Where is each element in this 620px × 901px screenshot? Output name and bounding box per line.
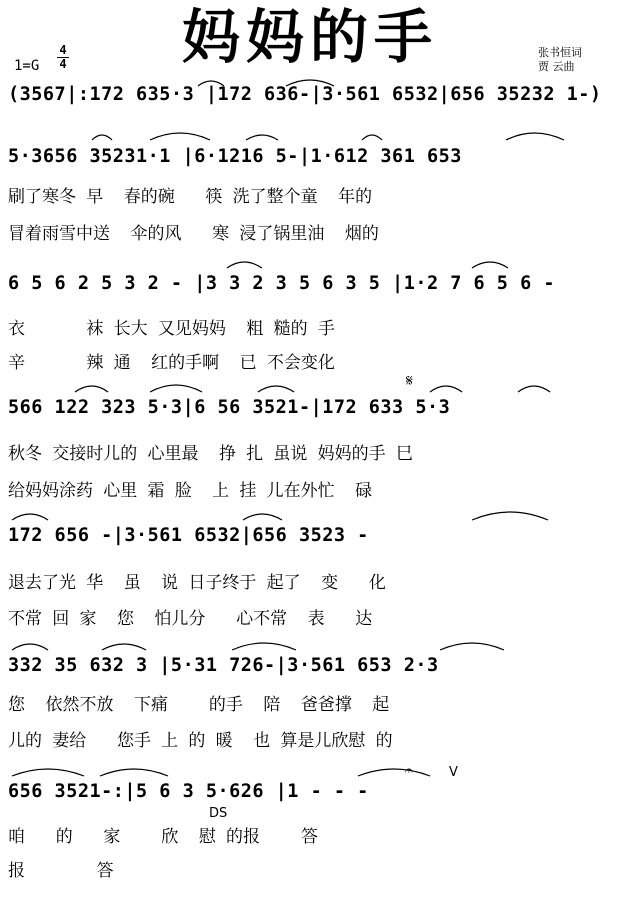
score-line-7-lyrics-verse-2: 报 答: [8, 861, 114, 881]
score-line-7-notes: 656 3521-:|5 6 3 5·626 |1 - - -: [8, 781, 369, 802]
score-line-7-lyrics-verse-1: 咱 的 家 欣 慰 的报 答: [8, 827, 318, 847]
score-line-2-lyrics-verse-1: 刷了寒冬 早 春的碗 筷 洗了整个童 年的: [8, 187, 373, 207]
score-line-1-notes: (3567|:172 635·3 |172 636-|3·561 6532|656 35232 1-): [8, 84, 602, 105]
time-signature-top: 4: [59, 43, 67, 57]
ds-mark: DS: [209, 806, 228, 821]
time-signature-bottom: 4: [59, 57, 67, 71]
score-line-5-lyrics-verse-1: 退去了光 华 虽 说 日子终于 起了 变 化: [8, 573, 386, 593]
score-line-6-notes: 332 35 632 3 |5·31 726-|3·561 653 2·3: [8, 655, 439, 676]
score-line-6-lyrics-verse-1: 您 依然不放 下痛 的手 陪 爸爸撑 起: [8, 695, 390, 715]
score-line-2-notes: 5·3656 35231·1 |6·1216 5-|1·612 361 653: [8, 146, 462, 167]
credits: [538, 46, 582, 74]
score-line-5-lyrics-verse-2: 不常 回 家 您 怕儿分 心不常 表 达: [8, 609, 373, 629]
segno-sign: 𝄋: [406, 371, 413, 390]
score-line-4-lyrics-verse-2: 给妈妈涂药 心里 霜 脸 上 挂 儿在外忙 碌: [8, 481, 373, 501]
key-signature: 1=G: [14, 58, 40, 74]
breath-mark: V: [449, 765, 458, 780]
fermata-sign: 𝄐: [405, 763, 413, 779]
score-line-3-lyrics-verse-1: 衣 袜 长大 又见妈妈 粗 糙的 手: [8, 319, 335, 339]
score-line-2-lyrics-verse-2: 冒着雨雪中送 伞的风 寒 浸了锅里油 烟的: [8, 224, 379, 244]
score-line-3-notes: 6 5 6 2 5 3 2 - |3 3 2 3 5 6 3 5 |1·2 7 6 5 6 -: [8, 273, 555, 294]
song-title: 妈妈的手: [181, 3, 438, 71]
score-line-3-lyrics-verse-2: 辛 辣 通 红的手啊 已 不会变化: [8, 353, 335, 373]
time-signature: [56, 44, 70, 71]
score-line-5-notes: 172 656 -|3·561 6532|656 3523 -: [8, 525, 369, 546]
score-line-4-notes: 566 122 323 5·3|6 56 3521-|172 633 5·3: [8, 397, 451, 418]
score-line-4-lyrics-verse-1: 秋冬 交接时儿的 心里最 挣 扎 虽说 妈妈的手 巳: [8, 444, 413, 464]
lyricist-credit: 张书恒词: [538, 46, 582, 59]
score-line-6-lyrics-verse-2: 儿的 妻给 您手 上 的 暖 也 算是儿欣慰 的: [8, 731, 393, 751]
composer-credit: 贾 云曲: [538, 60, 575, 73]
